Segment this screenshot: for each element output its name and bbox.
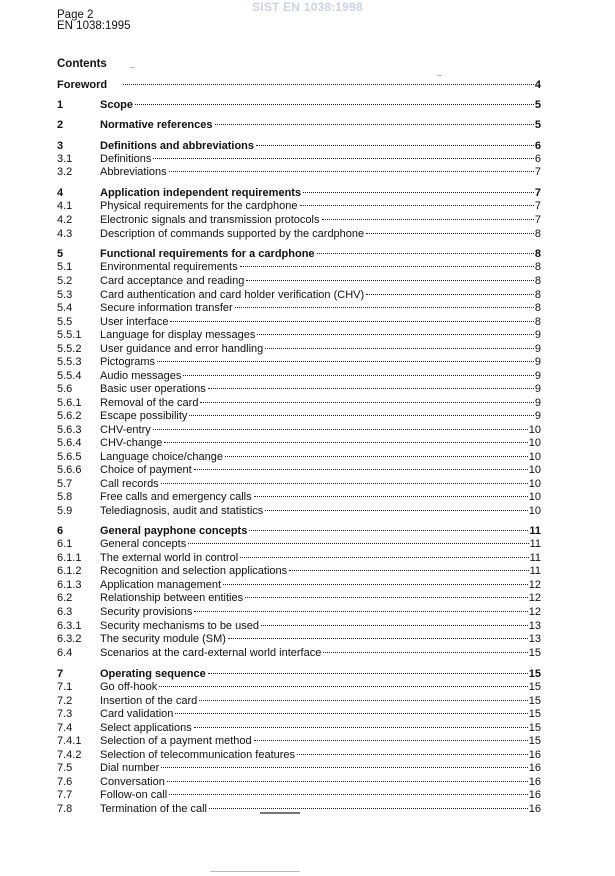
toc-dot-leader <box>297 753 528 755</box>
toc-page-number: 12 <box>528 579 541 591</box>
toc-page-number: 16 <box>528 749 541 761</box>
toc-page-number: 15 <box>528 668 541 680</box>
toc-page-number: 9 <box>534 329 541 341</box>
toc-section-title: Security provisions <box>100 606 193 618</box>
toc-section-title: Application management <box>100 579 222 591</box>
toc-section-number: 4.2 <box>57 214 73 226</box>
toc-entry <box>57 329 541 342</box>
toc-dot-leader <box>300 204 534 206</box>
toc-page-number: 8 <box>534 261 541 273</box>
toc-section-title: Select applications <box>100 722 192 734</box>
toc-page-number: 10 <box>528 491 541 503</box>
document-id: EN 1038:1995 <box>57 20 131 32</box>
toc-entry <box>57 620 541 633</box>
toc-dot-leader <box>208 387 534 389</box>
toc-entry <box>57 735 541 748</box>
toc-section-number: 5.6.2 <box>57 410 82 422</box>
toc-page-number: 11 <box>529 565 541 577</box>
toc-section-number: 6.3 <box>57 606 73 618</box>
toc-section-title: Basic user operations <box>100 383 206 395</box>
toc-page-number: 15 <box>528 647 541 659</box>
toc-section-number: 6.2 <box>57 592 73 604</box>
toc-dot-leader <box>199 699 528 701</box>
toc-section-number: 5.4 <box>57 302 73 314</box>
toc-entry <box>57 606 541 619</box>
toc-page-number: 8 <box>534 275 541 287</box>
toc-section-number: 5.6.6 <box>57 464 82 476</box>
scan-mark <box>260 812 300 814</box>
toc-page-number: 13 <box>528 620 541 632</box>
toc-section-number: 6.1 <box>57 538 73 550</box>
toc-dot-leader <box>188 542 528 544</box>
toc-section-title: Conversation <box>100 776 165 788</box>
toc-section-number: 5.6.3 <box>57 424 82 436</box>
toc-dot-leader <box>123 83 534 85</box>
toc-page-number: 16 <box>528 762 541 774</box>
toc-section-number: 7.8 <box>57 803 73 815</box>
toc-section-number: 5.9 <box>57 505 73 517</box>
toc-dot-leader <box>245 596 528 598</box>
toc-page-number: 10 <box>528 424 541 436</box>
toc-entry <box>57 668 541 681</box>
toc-entry <box>57 79 541 92</box>
toc-dot-leader <box>254 495 528 497</box>
toc-dot-leader <box>194 610 527 612</box>
toc-section-number: 6.4 <box>57 647 73 659</box>
toc-section-title: Call records <box>100 478 159 490</box>
toc-section-number: 5.5.2 <box>57 343 82 355</box>
toc-page-number: 10 <box>528 464 541 476</box>
toc-section-number: 4.1 <box>57 200 73 212</box>
toc-entry <box>57 343 541 356</box>
toc-entry <box>57 478 541 491</box>
toc-dot-leader <box>225 455 528 457</box>
toc-section-number: 5.6.5 <box>57 451 82 463</box>
toc-section-number: Foreword <box>57 79 108 91</box>
toc-section-number: 3.2 <box>57 166 73 178</box>
toc-page-number: 12 <box>528 606 541 618</box>
toc-dot-leader <box>209 807 528 809</box>
toc-section-title: Application independent requirements <box>100 187 302 199</box>
toc-entry <box>57 464 541 477</box>
toc-section-title: Secure information transfer <box>100 302 233 314</box>
toc-section-title: Pictograms <box>100 356 156 368</box>
toc-entry <box>57 200 541 213</box>
toc-section-number: 4.3 <box>57 228 73 240</box>
toc-page-number: 5 <box>534 119 541 131</box>
toc-entry <box>57 424 541 437</box>
toc-entry <box>57 248 541 261</box>
toc-entry <box>57 140 541 153</box>
toc-dot-leader <box>257 333 534 335</box>
toc-page-number: 11 <box>529 552 541 564</box>
toc-section-title: Language choice/change <box>100 451 223 463</box>
toc-section-number: 5.3 <box>57 289 73 301</box>
toc-section-title: Audio messages <box>100 370 182 382</box>
toc-section-title: Removal of the card <box>100 397 199 409</box>
toc-entry <box>57 410 541 423</box>
toc-entry <box>57 370 541 383</box>
toc-page-number: 9 <box>534 410 541 422</box>
toc-dot-leader <box>153 157 534 159</box>
toc-section-number: 5.1 <box>57 261 73 273</box>
toc-section-title: Escape possibility <box>100 410 188 422</box>
toc-section-number: 7.5 <box>57 762 73 774</box>
toc-dot-leader <box>159 685 527 687</box>
toc-entry <box>57 302 541 315</box>
toc-section-title: The external world in control <box>100 552 239 564</box>
toc-dot-leader <box>256 144 534 146</box>
toc-dot-leader <box>265 347 534 349</box>
toc-section-title: Card validation <box>100 708 174 720</box>
toc-page-number: 13 <box>528 633 541 645</box>
toc-section-number: 5.6.1 <box>57 397 82 409</box>
watermark: SIST EN 1038:1998 <box>252 0 363 14</box>
page-number: Page 2 <box>57 9 94 21</box>
toc-entry <box>57 552 541 565</box>
toc-entry <box>57 681 541 694</box>
toc-section-number: 5.5.4 <box>57 370 82 382</box>
toc-section-title: Functional requirements for a cardphone <box>100 248 315 260</box>
toc-entry <box>57 275 541 288</box>
toc-section-number: 7 <box>57 668 64 680</box>
toc-entry <box>57 708 541 721</box>
toc-page-number: 10 <box>528 451 541 463</box>
toc-section-title: Electronic signals and transmission protocols <box>100 214 320 226</box>
toc-page-number: 8 <box>534 302 541 314</box>
toc-section-number: 6 <box>57 525 64 537</box>
toc-page-number: 6 <box>534 140 541 152</box>
toc-section-number: 6.1.2 <box>57 565 82 577</box>
toc-page-number: 10 <box>528 437 541 449</box>
toc-section-title: Termination of the call <box>100 803 207 815</box>
toc-section-number: 5.5.3 <box>57 356 82 368</box>
toc-dot-leader <box>228 637 528 639</box>
scan-mark <box>130 67 135 68</box>
toc-entry <box>57 187 541 200</box>
toc-page-number: 16 <box>528 803 541 815</box>
toc-dot-leader <box>240 556 528 558</box>
toc-section-number: 7.4.1 <box>57 735 82 747</box>
toc-dot-leader <box>366 293 534 295</box>
toc-entry <box>57 437 541 450</box>
toc-section-title: Card acceptance and reading <box>100 275 245 287</box>
toc-section-number: 2 <box>57 119 64 131</box>
toc-dot-leader <box>194 468 528 470</box>
toc-entry <box>57 776 541 789</box>
toc-section-number: 5.5.1 <box>57 329 82 341</box>
toc-section-title: Definitions and abbreviations <box>100 140 255 152</box>
toc-entry <box>57 99 541 112</box>
toc-page-number: 9 <box>534 370 541 382</box>
toc-dot-leader <box>235 306 534 308</box>
toc-section-title: Environmental requirements <box>100 261 238 273</box>
toc-section-title: User guidance and error handling <box>100 343 264 355</box>
toc-dot-leader <box>366 232 534 234</box>
toc-page-number: 9 <box>534 397 541 409</box>
toc-dot-leader <box>164 441 527 443</box>
toc-entry <box>57 722 541 735</box>
toc-section-number: 7.4 <box>57 722 73 734</box>
toc-page-number: 9 <box>534 343 541 355</box>
toc-section-title: Telediagnosis, audit and statistics <box>100 505 264 517</box>
toc-entry <box>57 803 541 816</box>
toc-section-title: Language for display messages <box>100 329 256 341</box>
toc-section-number: 5.5 <box>57 316 73 328</box>
toc-section-title: Follow-on call <box>100 789 168 801</box>
toc-dot-leader <box>261 624 528 626</box>
toc-section-title: User interface <box>100 316 169 328</box>
toc-entry <box>57 383 541 396</box>
toc-section-title: Relationship between entities <box>100 592 244 604</box>
toc-entry <box>57 647 541 660</box>
toc-section-title: Dial number <box>100 762 160 774</box>
toc-dot-leader <box>161 482 528 484</box>
toc-entry <box>57 695 541 708</box>
toc-section-title: Choice of payment <box>100 464 192 476</box>
toc-section-number: 7.6 <box>57 776 73 788</box>
toc-dot-leader <box>265 509 527 511</box>
toc-dot-leader <box>175 712 527 714</box>
toc-page-number: 7 <box>534 200 541 212</box>
toc-section-number: 7.3 <box>57 708 73 720</box>
toc-dot-leader <box>323 651 527 653</box>
toc-page-number: 15 <box>528 722 541 734</box>
toc-section-title: Scenarios at the card-external world interface <box>100 647 322 659</box>
toc-page-number: 4 <box>534 79 541 91</box>
toc-section-title: Recognition and selection applications <box>100 565 288 577</box>
toc-section-title: Physical requirements for the cardphone <box>100 200 298 212</box>
toc-page-number: 11 <box>529 525 541 537</box>
toc-section-number: 3 <box>57 140 64 152</box>
toc-entry <box>57 565 541 578</box>
toc-section-title: CHV-entry <box>100 424 151 436</box>
toc-dot-leader <box>246 279 534 281</box>
toc-entry <box>57 633 541 646</box>
toc-entry <box>57 166 541 179</box>
toc-dot-leader <box>157 360 534 362</box>
toc-section-title: General concepts <box>100 538 187 550</box>
toc-entry <box>57 579 541 592</box>
toc-dot-leader <box>208 672 528 674</box>
toc-section-title: Abbreviations <box>100 166 167 178</box>
toc-section-title: Operating sequence <box>100 668 206 680</box>
toc-page-number: 9 <box>534 356 541 368</box>
toc-section-number: 4 <box>57 187 64 199</box>
toc-section-title: The security module (SM) <box>100 633 226 645</box>
toc-section-number: 6.1.1 <box>57 552 82 564</box>
toc-entry <box>57 525 541 538</box>
toc-entry <box>57 356 541 369</box>
toc-dot-leader <box>200 401 533 403</box>
toc-section-number: 1 <box>57 99 64 111</box>
toc-section-title: Insertion of the card <box>100 695 198 707</box>
toc-dot-leader <box>189 414 533 416</box>
toc-section-number: 6.1.3 <box>57 579 82 591</box>
contents-heading: Contents <box>57 58 107 70</box>
toc-page-number: 15 <box>528 681 541 693</box>
toc-entry <box>57 119 541 132</box>
toc-section-title: Security mechanisms to be used <box>100 620 259 632</box>
toc-section-number: 3.1 <box>57 153 73 165</box>
toc-page-number: 10 <box>528 478 541 490</box>
toc-section-number: 5.2 <box>57 275 73 287</box>
toc-section-number: 7.2 <box>57 695 73 707</box>
scan-mark <box>437 75 442 76</box>
toc-page-number: 6 <box>534 153 541 165</box>
toc-page-number: 15 <box>528 735 541 747</box>
toc-dot-leader <box>183 374 534 376</box>
toc-dot-leader <box>249 529 528 531</box>
toc-page-number: 7 <box>534 214 541 226</box>
toc-entry <box>57 214 541 227</box>
toc-page-number: 16 <box>528 776 541 788</box>
toc-dot-leader <box>170 320 533 322</box>
toc-section-number: 5.6.4 <box>57 437 82 449</box>
toc-entry <box>57 491 541 504</box>
toc-dot-leader <box>215 123 534 125</box>
toc-section-title: Scope <box>100 99 134 111</box>
toc-page-number: 8 <box>534 248 541 260</box>
toc-entry <box>57 789 541 802</box>
toc-section-number: 7.7 <box>57 789 73 801</box>
toc-dot-leader <box>169 793 528 795</box>
toc-section-number: 7.4.2 <box>57 749 82 761</box>
toc-entry <box>57 592 541 605</box>
toc-section-number: 5.7 <box>57 478 73 490</box>
toc-page-number: 16 <box>528 789 541 801</box>
toc-page-number: 5 <box>534 99 541 111</box>
toc-page-number: 7 <box>534 187 541 199</box>
toc-dot-leader <box>317 252 534 254</box>
toc-page-number: 15 <box>528 695 541 707</box>
toc-dot-leader <box>289 569 528 571</box>
toc-section-title: Card authentication and card holder verification (CHV) <box>100 289 365 301</box>
toc-page-number: 10 <box>528 505 541 517</box>
toc-section-title: Selection of a payment method <box>100 735 252 747</box>
toc-entry <box>57 451 541 464</box>
toc-section-number: 6.3.1 <box>57 620 82 632</box>
toc-dot-leader <box>254 739 528 741</box>
toc-entry <box>57 289 541 302</box>
toc-entry <box>57 749 541 762</box>
toc-section-number: 5.6 <box>57 383 73 395</box>
toc-entry <box>57 397 541 410</box>
toc-dot-leader <box>194 726 528 728</box>
scan-mark <box>210 871 300 872</box>
toc-entry <box>57 228 541 241</box>
toc-section-title: Go off-hook <box>100 681 158 693</box>
toc-dot-leader <box>322 218 534 220</box>
toc-entry <box>57 153 541 166</box>
toc-section-title: CHV-change <box>100 437 163 449</box>
toc-page-number: 8 <box>534 228 541 240</box>
toc-section-title: Definitions <box>100 153 152 165</box>
toc-page-number: 15 <box>528 708 541 720</box>
toc-page-number: 9 <box>534 383 541 395</box>
toc-entry <box>57 316 541 329</box>
toc-dot-leader <box>240 265 534 267</box>
toc-page-number: 8 <box>534 316 541 328</box>
toc-dot-leader <box>169 170 534 172</box>
toc-dot-leader <box>161 766 527 768</box>
toc-section-title: General payphone concepts <box>100 525 248 537</box>
toc-section-title: Selection of telecommunication features <box>100 749 296 761</box>
toc-dot-leader <box>135 103 534 105</box>
toc-page-number: 11 <box>529 538 541 550</box>
toc-section-number: 5.8 <box>57 491 73 503</box>
toc-section-title: Free calls and emergency calls <box>100 491 252 503</box>
toc-dot-leader <box>167 780 528 782</box>
toc-section-number: 7.1 <box>57 681 73 693</box>
toc-section-title: Description of commands supported by the cardphone <box>100 228 365 240</box>
toc-entry <box>57 261 541 274</box>
toc-page-number: 7 <box>534 166 541 178</box>
toc-page-number: 8 <box>534 289 541 301</box>
toc-dot-leader <box>303 191 534 193</box>
toc-section-title: Normative references <box>100 119 213 131</box>
toc-entry <box>57 762 541 775</box>
toc-section-number: 5 <box>57 248 64 260</box>
toc-dot-leader <box>223 583 528 585</box>
toc-section-number: 6.3.2 <box>57 633 82 645</box>
toc-dot-leader <box>153 428 528 430</box>
toc-entry <box>57 538 541 551</box>
toc-page-number: 12 <box>528 592 541 604</box>
toc-entry <box>57 505 541 518</box>
